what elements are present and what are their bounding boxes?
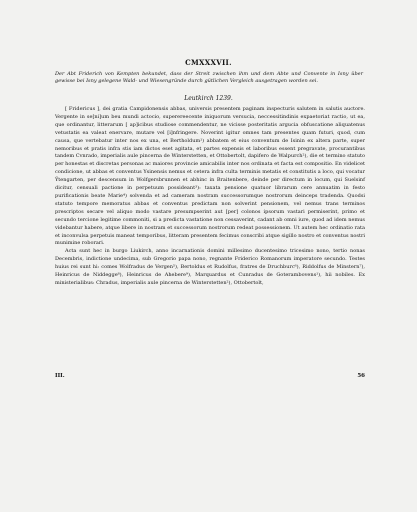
document-number: CMXXXVII. (185, 58, 232, 67)
charter-paragraph-1: [ Fridericus ], dei gratia Campidonensis abbas, universis presentem paginam inspecturis salutem in salutis auctore. Vergente in se[ni]um beu mundi actocio, superereecente iniquorum versucia, neccessitindinis expaetoriat ractio, ut ea, que ordinantur, litterarum [ ap]icibus studiose commendentur, ne vicisse posteritatis argucia obfuscatione aliquatenus vetustatis ea valeat enervare, mutare vel [i]nfringere. Noverint igitur omnes tam presentes quam futuri, quod, cum causa, que vertebatur inter nos ex una, et Bertholdum¹) abbatem et eius conventum de Isinin ex altera parte, super nemoribus et pratis infra stis iam dictos eset agitata, et partes expensis et laboribus essent pregravate, procurantibus tandem Cvnrado, imperialis aule pincerna de Winterstetten, et Ottobertolt, dapifero de Walpurch²), die et termino statuto per honestas et discretas personas ac maiores provincie amicabilis inter nos ordinata et facta est compositio. En videlicet condicione, ut abbas et conventus Ysinensis nemus et cetera infra culta terminis metatis et constitutis a loco, qui vocatur Ÿtengarten, per descensum in Wolfgersbrunnen et abhinc in Braitenbere, deinde per directum in locum, qui Suelsinf dicitur, censuali pactione in perpetuum possideant³): taxata pensione quatuor librarum cere annuatim in festo purificationis beate Marie⁴) solvenda et ad cameram nostram successorumque nostrorum deinceps tradenda. Quodsi statuto tempore memoratus abbas et conventus predictam non solverint pensionem, vel nemus trans terminos prescriptos secare vel aliquo modo vastare presumpserint aut [per] colonos ipsorum vastari permiserint, primo et secundo tercione legitime commoniti, si a predicta vastatione non cessaverint, cadant ab omni iure, quod ad idem nemus videbantur habere, atque libere in nostram et successorum nostrorum redeat possessionem. Ut autem hec ordinatio rata et inconvulsa perpetuis maneat temporibus, litteram presentem fecimus conscribi atque sigillo nostro et conventus nostri munimine roborari. (55, 106, 365, 247)
dateline: Leutkirch 1239. (184, 95, 233, 102)
signature-mark: III. (55, 373, 65, 379)
page-number: 56 (357, 373, 365, 379)
charter-paragraph-2: Acta sunt hec in burgo Liukirch, anno incarnationis domini millesimo ducentesimo tricesimo nono, tertio nonas Decembris, indictione undecima, sub Gregorio papa nono, regnante Friderico Romanorum imperatore secundo. Testes huius rei sunt hi: comes Wolfradus de Vergen⁵), Bertoldus et Rudolfus, fratres de Druchburc⁶), Riddolfus de Minstern⁷), Heinricus de Niddegge⁸), Heinricus de Ahebere⁹), Marquardus et Cunradus de Goterambovens¹), hii nobiles. Ex ministerialibus: Chradus, imperialis aule pincerna de Winterstetten²), Ottobertolt, (55, 248, 365, 286)
charter-text (55, 106, 365, 288)
regest-summary: Der Abt Friderich von Kempten bekundet, dass der Streit zwischen ihm und dem Abte und Convente in Isny über gewisse bei Isny gelegene Wald- und Wiesengründe durch gütlichen Vergleich ausgetragen worden sei. (55, 71, 363, 84)
